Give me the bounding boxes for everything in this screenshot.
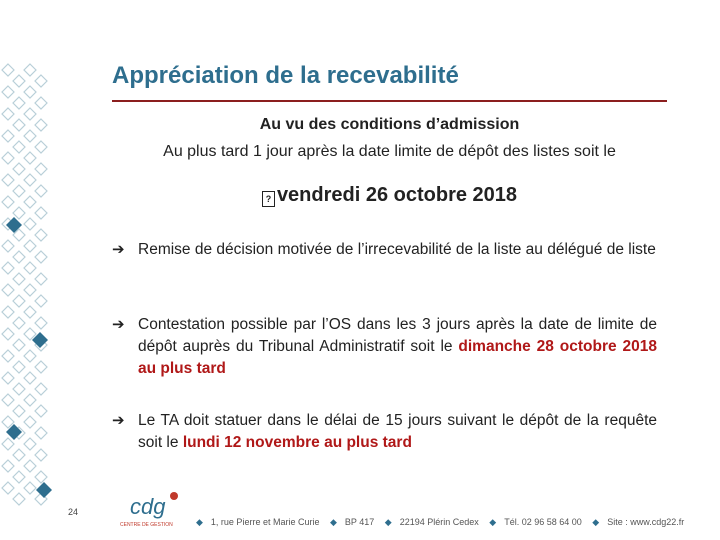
diamond-pattern-shape: [24, 130, 36, 142]
diamond-pattern-shape: [35, 471, 47, 483]
footer-address: 1, rue Pierre et Marie Curie: [210, 517, 320, 527]
bullet-text: Remise de décision motivée de l’irrecevabilité de la liste au délégué de liste: [138, 241, 656, 258]
decorative-diamond-border: [0, 0, 60, 540]
diamond-pattern-shape: [13, 119, 25, 131]
diamond-pattern-shape: [2, 262, 14, 274]
diamond-pattern-shape: [13, 471, 25, 483]
diamond-pattern-shape: [24, 416, 36, 428]
diamond-pattern-shape: [2, 64, 14, 76]
conditions-heading: Au vu des conditions d’admission: [259, 116, 520, 133]
diamond-pattern-shape: [35, 449, 47, 461]
bullet-text: [138, 410, 657, 454]
diamond-accent-shape: [6, 217, 22, 233]
diamond-pattern-shape: [2, 108, 14, 120]
diamond-pattern-shape: [35, 75, 47, 87]
bullet-highlight: lundi 12 novembre au plus tard: [182, 434, 412, 451]
missing-glyph-icon: ?: [262, 191, 275, 207]
diamond-pattern-shape: [2, 306, 14, 318]
diamond-icon: ◆: [384, 517, 392, 527]
diamond-pattern-shape: [13, 317, 25, 329]
cdg-logo: [112, 488, 184, 536]
diamond-pattern-shape: [35, 383, 47, 395]
logo-subtext: CENTRE DE GESTION: [120, 522, 173, 528]
diamond-pattern-shape: [13, 493, 25, 505]
diamond-pattern-shape: [35, 405, 47, 417]
diamond-pattern-shape: [2, 174, 14, 186]
diamond-pattern-shape: [13, 97, 25, 109]
deadline-sentence: Au plus tard 1 jour après la date limite de dépôt des listes soit le: [163, 143, 616, 160]
diamond-pattern-shape: [2, 284, 14, 296]
diamond-pattern-shape: [13, 295, 25, 307]
diamond-pattern-shape: [13, 75, 25, 87]
diamond-pattern-shape: [13, 383, 25, 395]
diamond-pattern-shape: [13, 163, 25, 175]
diamond-pattern-shape: [24, 196, 36, 208]
logo-text: cdg: [130, 494, 166, 519]
deadline-date-text: vendredi 26 octobre 2018: [276, 184, 518, 206]
diamond-pattern-shape: [35, 361, 47, 373]
bullet-item: [112, 314, 657, 380]
bullet-text: [138, 314, 657, 380]
bullet-item: [112, 410, 657, 454]
diamond-pattern-shape: [35, 427, 47, 439]
diamond-pattern-shape: [13, 449, 25, 461]
diamond-pattern-shape: [35, 163, 47, 175]
diamond-pattern-shape: [35, 119, 47, 131]
diamond-pattern-shape: [2, 394, 14, 406]
diamond-pattern-shape: [13, 185, 25, 197]
diamond-pattern-shape: [35, 273, 47, 285]
diamond-icon: ◆: [592, 517, 600, 527]
diamond-pattern-shape: [2, 240, 14, 252]
diamond-pattern-shape: [2, 86, 14, 98]
diamond-pattern-shape: [24, 482, 36, 494]
diamond-pattern-shape: [24, 108, 36, 120]
diamond-pattern-shape: [24, 284, 36, 296]
diamond-pattern-shape: [24, 438, 36, 450]
deadline-date: [112, 184, 667, 207]
diamond-pattern-shape: [13, 339, 25, 351]
diamond-pattern-shape: [35, 185, 47, 197]
diamond-pattern-shape: [35, 207, 47, 219]
diamond-pattern-shape: [13, 251, 25, 263]
diamond-pattern-shape: [24, 306, 36, 318]
bullet-text-main: Le TA doit statuer dans le délai de 15 jours suivant le dépôt de la requête soit le: [138, 412, 657, 451]
diamond-pattern-shape: [35, 97, 47, 109]
diamond-pattern-shape: [24, 174, 36, 186]
bullet-highlight: dimanche 28 octobre 2018 au plus tard: [138, 338, 657, 377]
diamond-pattern-shape: [2, 130, 14, 142]
slide-title: Appréciation de la recevabilité: [112, 62, 459, 89]
diamond-pattern-shape: [24, 460, 36, 472]
diamond-pattern-shape: [35, 141, 47, 153]
diamond-pattern-shape: [24, 218, 36, 230]
arrow-right-icon: ➔: [112, 241, 125, 258]
title-rule: [112, 100, 667, 102]
diamond-pattern-shape: [35, 229, 47, 241]
diamond-pattern-shape: [13, 207, 25, 219]
diamond-pattern-shape: [2, 438, 14, 450]
diamond-pattern-shape: [2, 460, 14, 472]
footer-city: 22194 Plérin Cedex: [399, 517, 479, 527]
footer-site: Site : www.cdg22.fr: [607, 517, 685, 527]
diamond-pattern-shape: [13, 273, 25, 285]
diamond-pattern-shape: [24, 152, 36, 164]
diamond-pattern-shape: [2, 328, 14, 340]
arrow-right-icon: ➔: [112, 412, 125, 429]
footer-bp: BP 417: [344, 517, 375, 527]
diamond-pattern-shape: [35, 317, 47, 329]
bullet-text-main: Contestation possible par l’OS dans les 3 jours après la date de limite de dépôt auprès du Tribunal Administratif soit le: [138, 316, 657, 355]
diamond-icon: ◆: [489, 517, 497, 527]
diamond-pattern-shape: [24, 262, 36, 274]
diamond-pattern-shape: [13, 141, 25, 153]
diamond-pattern-shape: [24, 350, 36, 362]
diamond-pattern-shape: [2, 482, 14, 494]
bullet-item: [112, 239, 657, 261]
diamond-icon: ◆: [329, 517, 337, 527]
footer-contact: [188, 517, 684, 528]
diamond-pattern-shape: [24, 394, 36, 406]
diamond-pattern-shape: [2, 372, 14, 384]
arrow-right-icon: ➔: [112, 316, 125, 333]
diamond-pattern-shape: [35, 295, 47, 307]
diamond-pattern-shape: [13, 361, 25, 373]
diamond-pattern-shape: [24, 372, 36, 384]
diamond-pattern-shape: [24, 64, 36, 76]
footer-tel: Tél. 02 96 58 64 00: [504, 517, 582, 527]
diamond-pattern-shape: [2, 152, 14, 164]
diamond-pattern-shape: [24, 240, 36, 252]
diamond-icon: ◆: [196, 517, 203, 527]
diamond-pattern-shape: [13, 405, 25, 417]
diamond-pattern-shape: [35, 251, 47, 263]
page-number: 24: [68, 507, 79, 517]
diamond-pattern-shape: [24, 86, 36, 98]
diamond-pattern-shape: [2, 196, 14, 208]
diamond-pattern-shape: [2, 350, 14, 362]
